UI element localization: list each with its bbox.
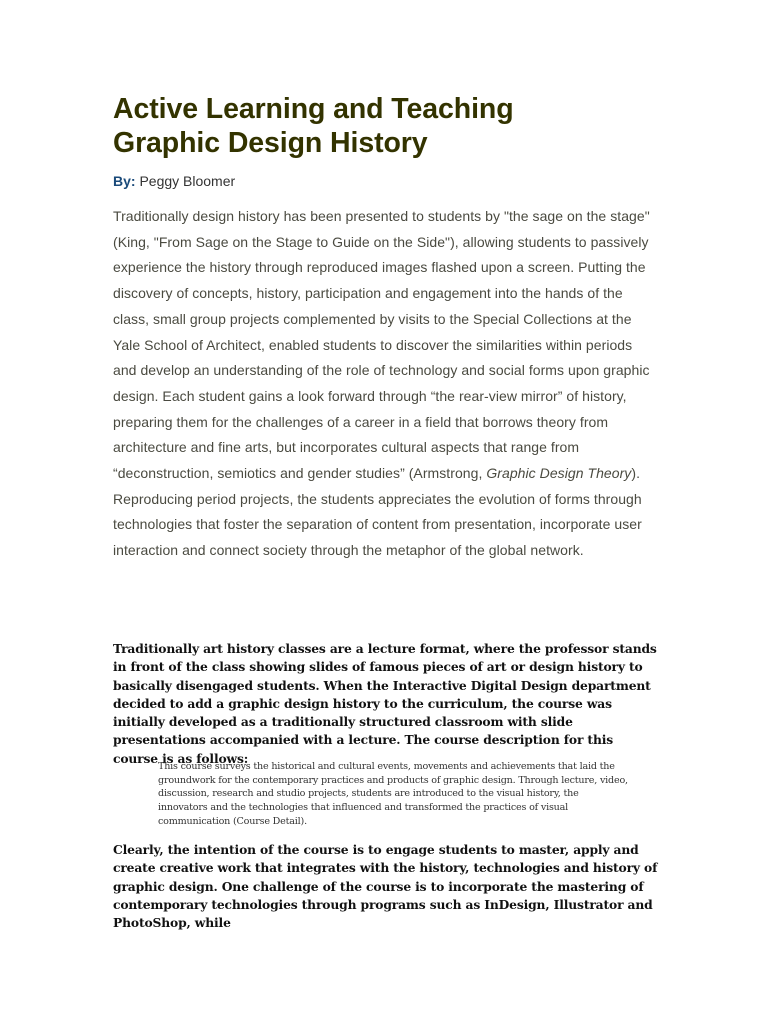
body-paragraph-2: Clearly, the intention of the course is to engage students to master, apply and create creative work that integrates with the history, technologies and history of graphic design. One challenge of the course is to incorporate the mastering of contemporary technologies through programs such as InDesign, Illustrator and PhotoShop, while <box>113 842 658 931</box>
body-paragraph-1: Traditionally art history classes are a lecture format, where the professor stands in front of the class showing slides of famous pieces of art or design history to basically disengaged students. When the Interactive Digital Design department decided to add a graphic design history to the curriculum, the course was initially developed as a traditionally structured classroom with slide presentations accompanied with a lecture. The course description for this course is as follows: <box>113 641 657 766</box>
byline <box>113 172 653 190</box>
title-line-2: Graphic Design History <box>113 127 428 159</box>
intro-text-part-1: Traditionally design history has been presented to students by "the sage on the stage" (King, "From Sage on the Stage to Guide on the Side"), allowing students to passively experience the history through reproduced images flashed upon a screen. Putting the discovery of concepts, history, participation and engagement into the hands of the class, small group projects complemented by visits to the Special Collections at the Yale School of Architect, enabled students to discover the similarities within periods and develop an understanding of the role of technology and social forms upon graphic design. Each student gains a look forward through “the rear-view mirror” of history, preparing them for the challenges of a career in a field that borrows theory from architecture and fine arts, but incorporates cultural aspects that range from “deconstruction, semiotics and gender studies” (Armstrong, <box>113 208 650 482</box>
intro-italic-title: Graphic Design Theory <box>486 465 632 482</box>
intro-text-part-2: ). Reproducing period projects, the students appreciates the evolution of forms through technologies that foster the separation of content from presentation, incorporate user interaction and connect society through the metaphor of the global network. <box>113 465 642 559</box>
article-header <box>113 92 653 564</box>
intro-paragraph <box>113 204 653 564</box>
title-line-1: Active Learning and Teaching <box>113 93 514 125</box>
course-description-quote: This course surveys the historical and cultural events, movements and achievements that laid the groundwork for the contemporary practices and products of graphic design. Through lecture, video, discussion, research and studio projects, students are introduced to the visual history, the innovators and the technologies that influenced and transformed the practices of visual communication (Course Detail). <box>158 761 628 827</box>
author-name: Peggy Bloomer <box>135 173 236 189</box>
article-title <box>113 92 653 160</box>
by-label: By: <box>113 173 136 189</box>
